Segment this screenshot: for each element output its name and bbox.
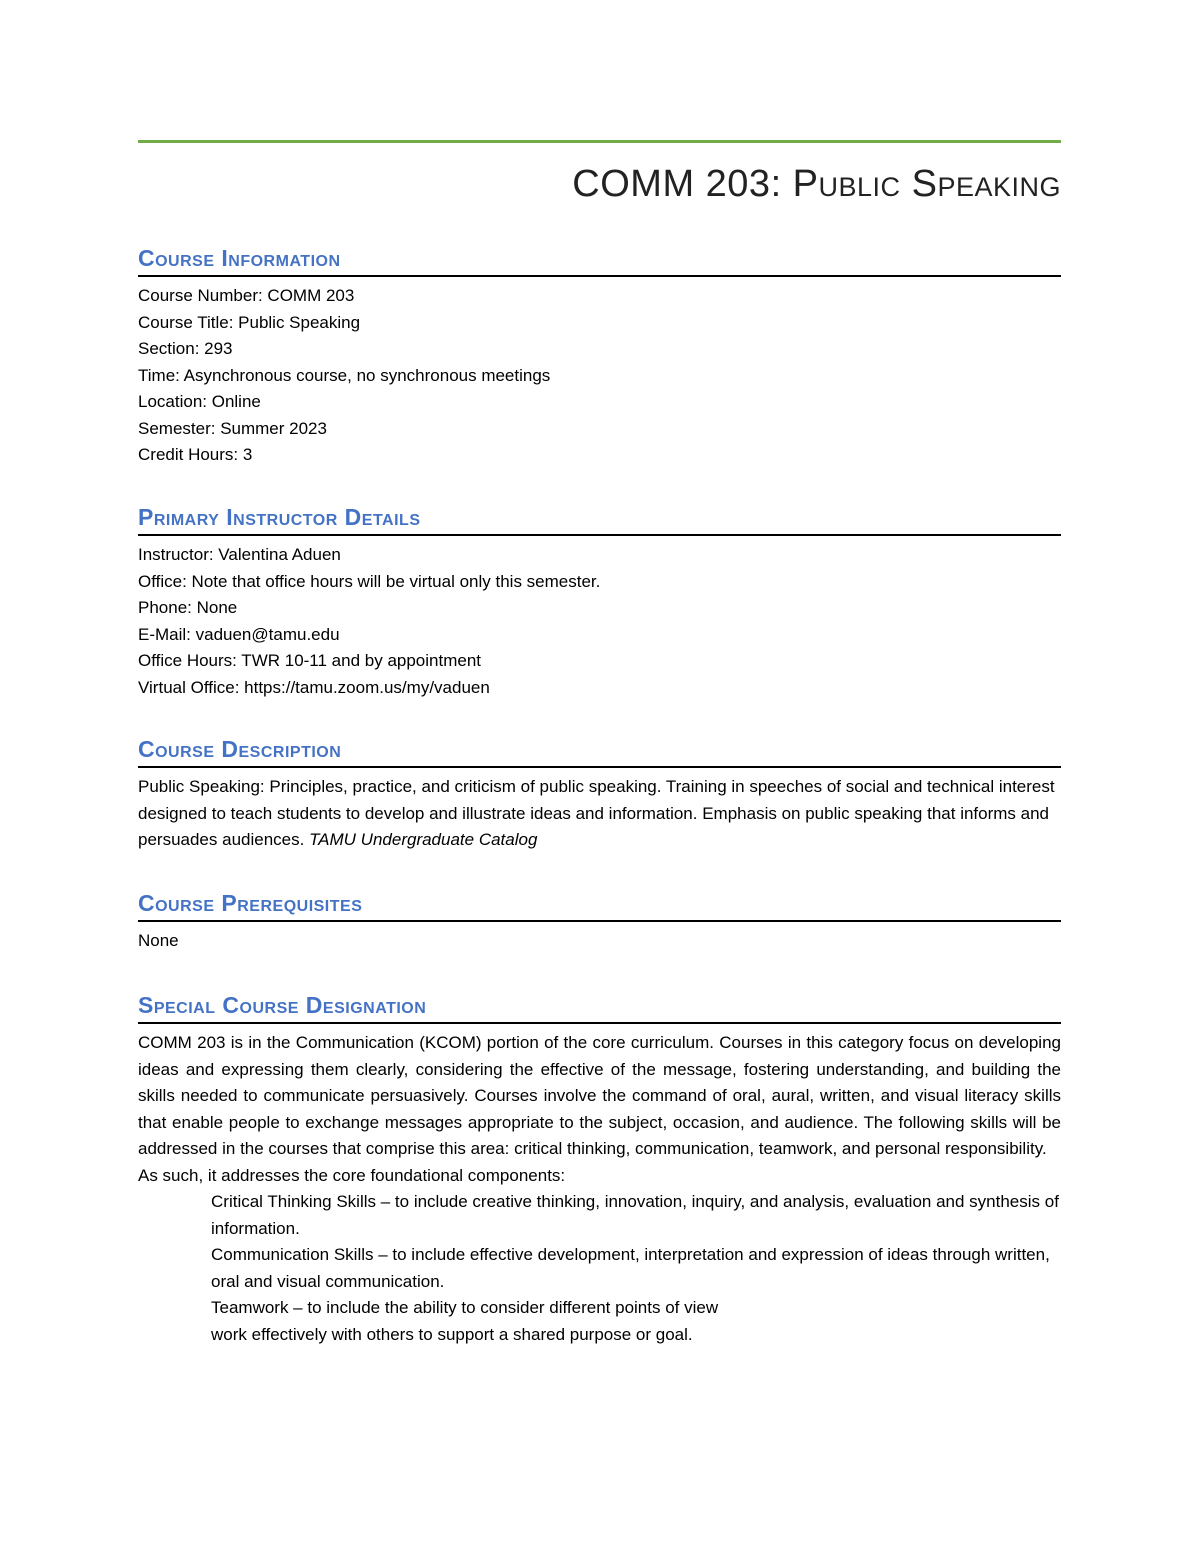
- section-special-course-designation: [138, 990, 1061, 1348]
- description-body: Public Speaking: Principles, practice, and criticism of public speaking. Training in speeches of social and technical interest designed to teach students to develop and illustrate ideas and information. Emphasis on public speaking that informs and persuades audiences.: [138, 777, 1055, 849]
- instructor-email: E-Mail: vaduen@tamu.edu: [138, 624, 340, 644]
- instructor-name: Instructor: Valentina Aduen: [138, 545, 341, 564]
- instructor-office: Office: Note that office hours will be virtual only this semester.: [138, 571, 601, 591]
- designation-paragraph: COMM 203 is in the Communication (KCOM) portion of the core curriculum. Courses in this category focus on developing ideas and expressing them clearly, considering the effective of the message, fostering understanding, and building the skills needed to communicate persuasively. Courses involve the command of oral, aural, written, and visual literacy skills that enable people to exchange messages appropriate to the subject, occasion, and audience. The following skills will be addressed in the courses that comprise this area: critical thinking, communication, teamwork, and personal responsibility.: [138, 1033, 1061, 1158]
- course-semester: Semester: Summer 2023: [138, 418, 327, 438]
- instructor-virtual-office: Virtual Office: https://tamu.zoom.us/my/vaduen: [138, 677, 490, 697]
- component-item: Critical Thinking Skills – to include creative thinking, innovation, inquiry, and analysis, evaluation and synthesis of information.: [211, 1192, 1059, 1238]
- description-source: TAMU Undergraduate Catalog: [309, 830, 538, 849]
- course-section: Section: 293: [138, 339, 233, 358]
- instructor-list: [138, 542, 1061, 701]
- course-description-text: [138, 774, 1061, 854]
- designation-body: [138, 1030, 1061, 1348]
- section-heading: Special Course Designation: [138, 990, 1061, 1024]
- course-time: Time: Asynchronous course, no synchronous meetings: [138, 365, 551, 385]
- course-title: Course Title: Public Speaking: [138, 312, 361, 332]
- document-title: COMM 203: Public Speaking: [572, 163, 1061, 205]
- instructor-office-hours: Office Hours: TWR 10-11 and by appointment: [138, 651, 482, 670]
- component-item: work effectively with others to support a shared purpose or goal.: [211, 1324, 693, 1344]
- section-heading: Course Information: [138, 243, 1061, 277]
- course-number: Course Number: COMM 203: [138, 286, 355, 305]
- course-location: Location: Online: [138, 392, 261, 411]
- designation-lead-in: As such, it addresses the core foundational components:: [138, 1165, 566, 1185]
- component-item: Teamwork – to include the ability to consider different points of view: [211, 1298, 719, 1317]
- title-rule: [138, 140, 1061, 143]
- instructor-phone: Phone: None: [138, 598, 238, 617]
- syllabus-page: [138, 140, 1061, 207]
- section-course-information: [138, 243, 1061, 469]
- section-course-description: [138, 734, 1061, 854]
- section-course-prerequisites: [138, 888, 1061, 955]
- course-info-list: [138, 283, 1061, 469]
- section-heading: Primary Instructor Details: [138, 502, 1061, 536]
- course-credit-hours: Credit Hours: 3: [138, 445, 253, 464]
- section-heading: Course Description: [138, 734, 1061, 768]
- prerequisites-text: None: [138, 931, 179, 950]
- component-item: Communication Skills – to include effective development, interpretation and expression of ideas through written, oral and visual communication.: [211, 1245, 1050, 1291]
- section-heading: Course Prerequisites: [138, 888, 1061, 922]
- section-instructor-details: [138, 502, 1061, 701]
